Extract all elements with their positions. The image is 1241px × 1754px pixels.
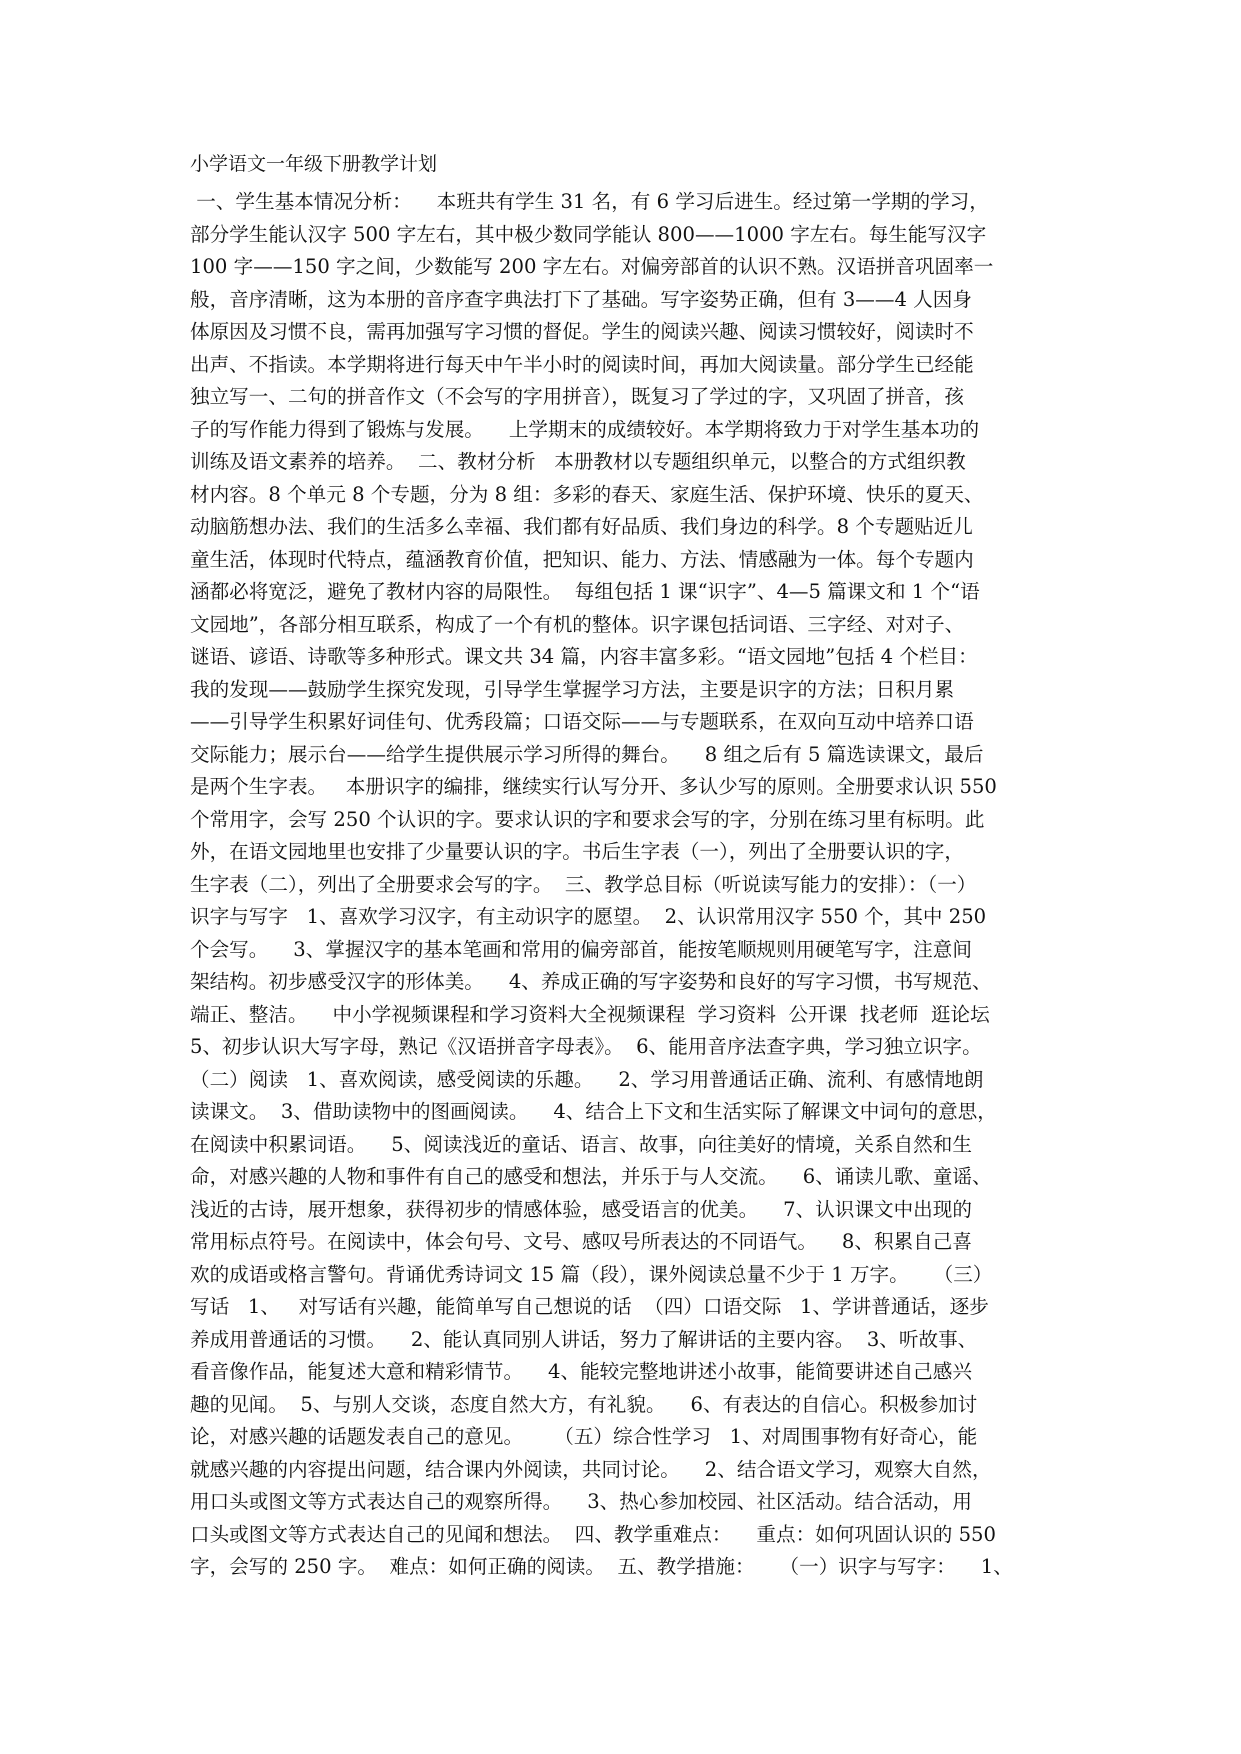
body-line: 架结构。初步感受汉字的形体美。 4、养成正确的写字姿势和良好的写字习惯，书写规范、 <box>190 970 992 993</box>
body-line: 浅近的古诗，展开想象，获得初步的情感体验，感受语言的优美。 7、认识课文中出现的 <box>190 1197 972 1221</box>
body-line: 常用标点符号。在阅读中，体会句号、文号、感叹号所表达的不同语气。 8、积累自己喜 <box>190 1230 972 1253</box>
body-line: 部分学生能认汉字 500 字左右，其中极少数同学能认 800——1000 字左右。每生能写汉字 <box>190 222 987 246</box>
body-line: 文园地”，各部分相互联系，构成了一个有机的整体。识字课包括词语、三字经、对对子、 <box>190 612 965 636</box>
body-line: 训练及语文素养的培养。 二、教材分析 本册教材以专题组织单元，以整合的方式组织教 <box>190 450 966 473</box>
body-line: 交际能力；展示台——给学生提供展示学习所得的舞台。 8 组之后有 5 篇选读课文，最后 <box>190 742 984 766</box>
document-body <box>190 186 1065 1584</box>
body-line: 个常用字，会写 250 个认识的字。要求认识的字和要求会写的字，分别在练习里有标明。此 <box>190 807 985 831</box>
body-line: 5、初步认识大写字母，熟记《汉语拼音字母表》。 6、能用音序法查字典，学习独立识字。 <box>190 1035 982 1058</box>
body-line: 动脑筋想办法、我们的生活多么幸福、我们都有好品质、我们身边的科学。8 个专题贴近儿 <box>190 515 973 538</box>
body-line: 般，音序清晰，这为本册的音序查字典法打下了基础。写字姿势正确，但有 3——4 人因身 <box>190 287 972 311</box>
body-line: 独立写一、二句的拼音作文（不会写的字用拼音），既复习了学过的字，又巩固了拼音，孩 <box>190 385 964 408</box>
body-line: 就感兴趣的内容提出问题，结合课内外阅读，共同讨论。 2、结合语文学习，观察大自然， <box>190 1457 992 1481</box>
body-line: 体原因及习惯不良，需再加强写字习惯的督促。学生的阅读兴趣、阅读习惯较好，阅读时不 <box>190 320 974 343</box>
body-line: 命，对感兴趣的人物和事件有自己的感受和想法，并乐于与人交流。 6、诵读儿歌、童谣、 <box>190 1165 992 1188</box>
body-line: 论，对感兴趣的话题发表自己的意见。 （五）综合性学习 1、对周围事物有好奇心，能 <box>190 1425 978 1448</box>
body-line: 谜语、谚语、诗歌等多种形式。课文共 34 篇，内容丰富多彩。“语文园地”包括 4 个栏目： <box>190 645 978 668</box>
body-line: 欢的成语或格言警句。背诵优秀诗词文 15 篇（段），课外阅读总量不少于 1 万字。 （三） <box>190 1262 993 1286</box>
body-line: 看音像作品，能复述大意和精彩情节。 4、能较完整地讲述小故事，能简要讲述自己感兴 <box>190 1360 972 1383</box>
body-line: 我的发现——鼓励学生探究发现，引导学生掌握学习方法，主要是识字的方法；日积月累 <box>190 677 955 701</box>
body-line: 口头或图文等方式表达自己的见闻和想法。 四、教学重难点： 重点：如何巩固认识的 550 <box>190 1522 996 1546</box>
body-line: 生字表（二），列出了全册要求会写的字。 三、教学总目标（听说读写能力的安排）：（一） <box>190 872 977 896</box>
body-line: 一、学生基本情况分析： 本班共有学生 31 名，有 6 学习后进生。经过第一学期的学习， <box>190 190 989 213</box>
body-line: 趣的见闻。 5、与别人交谈，态度自然大方，有礼貌。 6、有表达的自信心。积极参加讨 <box>190 1392 978 1416</box>
body-line: 子的写作能力得到了锻炼与发展。 上学期末的成绩较好。本学期将致力于对学生基本功的 <box>190 417 980 441</box>
body-line: 是两个生字表。 本册识字的编排，继续实行认写分开、多认少写的原则。全册要求认识 550 <box>190 775 997 798</box>
body-line: ——引导学生积累好词佳句、优秀段篇；口语交际——与专题联系，在双向互动中培养口语 <box>190 710 974 733</box>
body-line: 100 字——150 字之间，少数能写 200 字左右。对偏旁部首的认识不熟。汉语拼音巩固率一 <box>190 255 994 278</box>
body-line: 出声、不指读。本学期将进行每天中午半小时的阅读时间，再加大阅读量。部分学生已经能 <box>190 352 974 376</box>
body-line: 用口头或图文等方式表达自己的观察所得。 3、热心参加校园、社区活动。结合活动，用 <box>190 1490 972 1513</box>
body-line: （二）阅读 1、喜欢阅读，感受阅读的乐趣。 2、学习用普通话正确、流利、有感情地朗 <box>190 1067 984 1091</box>
body-line: 识字与写字 1、喜欢学习汉字，有主动识字的愿望。 2、认识常用汉字 550 个，其中 250 <box>190 905 987 928</box>
body-line: 个会写。 3、掌握汉字的基本笔画和常用的偏旁部首，能按笔顺规则用硬笔写字，注意间 <box>190 937 972 961</box>
body-line: 涵都必将宽泛，避免了教材内容的局限性。 每组包括 1 课“识字”、4—5 篇课文和 1 个“语 <box>190 580 980 603</box>
body-line: 童生活，体现时代特点，蕴涵教育价值，把知识、能力、方法、情感融为一体。每个专题内 <box>190 547 974 571</box>
body-line: 外，在语文园地里也安排了少量要认识的字。书后生字表（一），列出了全册要认识的字， <box>190 840 964 863</box>
document-title: 小学语文一年级下册教学计划 <box>190 153 438 175</box>
body-line: 字，会写的 250 字。 难点：如何正确的阅读。 五、教学措施： （一）识字与写字： 1、 <box>190 1555 1013 1578</box>
body-line: 写话 1、 对写话有兴趣，能简单写自己想说的话 （四）口语交际 1、学讲普通话，逐步 <box>190 1295 989 1318</box>
body-line: 材内容。8 个单元 8 个专题，分为 8 组：多彩的春天、家庭生活、保护环境、快乐的夏天、 <box>190 482 984 506</box>
body-line: 端正、整洁。 中小学视频课程和学习资料大全视频课程 学习资料 公开课 找老师 逛论坛 <box>190 1002 990 1026</box>
body-line: 读课文。 3、借助读物中的图画阅读。 4、结合上下文和生活实际了解课文中词句的意思， <box>190 1100 997 1123</box>
body-line: 养成用普通话的习惯。 2、能认真同别人讲话，努力了解讲话的主要内容。 3、听故事、 <box>190 1327 978 1351</box>
body-line: 在阅读中积累词语。 5、阅读浅近的童话、语言、故事，向往美好的情境，关系自然和生 <box>190 1132 972 1156</box>
